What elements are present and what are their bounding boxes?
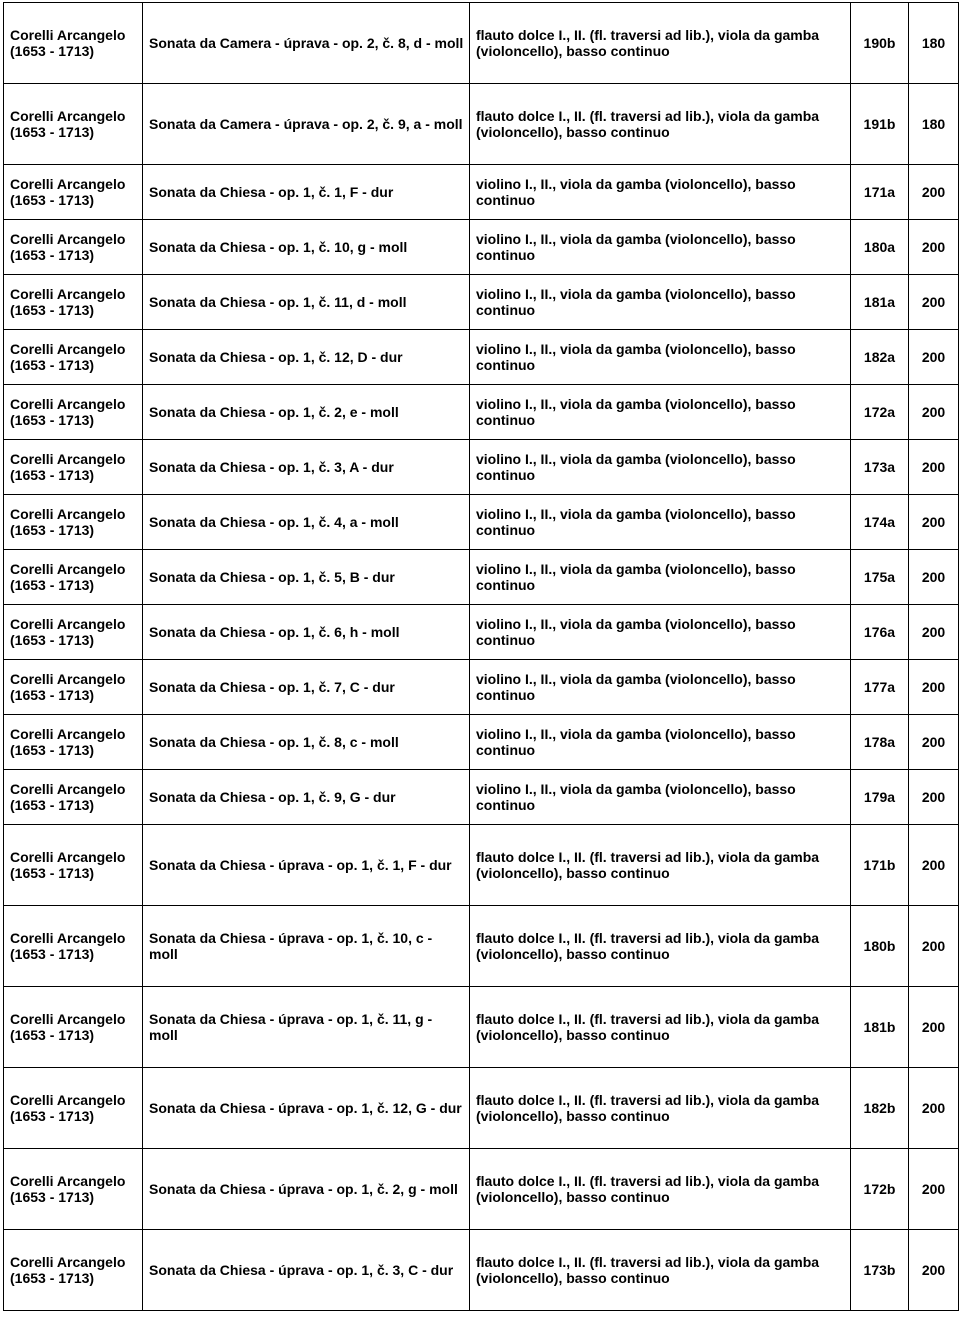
catalog-code: 175a: [863, 569, 896, 585]
table-row: [4, 605, 959, 660]
author-cell: [4, 770, 143, 825]
catalog-code: 181b: [863, 1019, 896, 1035]
catalog-code-cell: [851, 1068, 909, 1149]
instrumentation-cell: [470, 550, 851, 605]
author-name: Corelli Arcangelo: [10, 930, 126, 946]
table-row: [4, 440, 959, 495]
instrumentation-line: continuo: [476, 302, 536, 318]
catalog-number: 200: [921, 1019, 946, 1035]
title-cell: [143, 550, 470, 605]
instrumentation-line: violino I., II., viola da gamba (violoncello), basso: [476, 506, 796, 522]
catalog-number: 200: [921, 184, 946, 200]
title-cell: [143, 3, 470, 84]
table-row: [4, 330, 959, 385]
author-name: Corelli Arcangelo: [10, 616, 126, 632]
instrumentation-line: flauto dolce I., II. (fl. traversi ad lib.), viola da gamba: [476, 27, 820, 43]
catalog-code-cell: [851, 825, 909, 906]
table-row: [4, 987, 959, 1068]
title-cell: [143, 605, 470, 660]
author-years: (1653 - 1713): [10, 192, 95, 208]
author-cell: [4, 440, 143, 495]
title-cell: [143, 385, 470, 440]
catalog-code: 182a: [863, 349, 896, 365]
author-cell: [4, 660, 143, 715]
author-years: (1653 - 1713): [10, 742, 95, 758]
title-cell: [143, 1149, 470, 1230]
catalog-code: 172a: [863, 404, 896, 420]
instrumentation-line: (violoncello), basso continuo: [476, 1189, 670, 1205]
title-cell: [143, 906, 470, 987]
catalog-body: [4, 3, 959, 1311]
table-row: [4, 3, 959, 84]
catalog-code-cell: [851, 165, 909, 220]
catalog-number: 200: [921, 857, 946, 873]
work-title: Sonata da Chiesa - op. 1, č. 3, A - dur: [149, 459, 394, 475]
title-cell: [143, 165, 470, 220]
catalog-number: 200: [921, 459, 946, 475]
number-cell: [909, 84, 959, 165]
catalog-code: 178a: [863, 734, 896, 750]
author-cell: [4, 1149, 143, 1230]
work-title: Sonata da Chiesa - op. 1, č. 9, G - dur: [149, 789, 396, 805]
author-name: Corelli Arcangelo: [10, 849, 126, 865]
instrumentation-cell: [470, 825, 851, 906]
catalog-code-cell: [851, 770, 909, 825]
table-row: [4, 906, 959, 987]
work-title: Sonata da Chiesa - op. 1, č. 8, c - moll: [149, 734, 399, 750]
author-cell: [4, 1230, 143, 1311]
instrumentation-cell: [470, 987, 851, 1068]
instrumentation-line: continuo: [476, 412, 536, 428]
author-years: (1653 - 1713): [10, 1027, 95, 1043]
catalog-code-cell: [851, 385, 909, 440]
catalog-code: 181a: [863, 294, 896, 310]
catalog-code: 179a: [863, 789, 896, 805]
title-cell: [143, 275, 470, 330]
catalog-code-cell: [851, 3, 909, 84]
instrumentation-line: violino I., II., viola da gamba (violoncello), basso: [476, 726, 796, 742]
title-cell: [143, 987, 470, 1068]
author-name: Corelli Arcangelo: [10, 396, 126, 412]
number-cell: [909, 550, 959, 605]
instrumentation-line: violino I., II., viola da gamba (violoncello), basso: [476, 286, 796, 302]
instrumentation-line: flauto dolce I., II. (fl. traversi ad lib.), viola da gamba: [476, 1254, 820, 1270]
catalog-code-cell: [851, 715, 909, 770]
instrumentation-cell: [470, 660, 851, 715]
instrumentation-line: flauto dolce I., II. (fl. traversi ad lib.), viola da gamba: [476, 1092, 820, 1108]
author-cell: [4, 987, 143, 1068]
instrumentation-line: (violoncello), basso continuo: [476, 946, 670, 962]
work-title: Sonata da Chiesa - úprava - op. 1, č. 12, G - dur: [149, 1100, 462, 1116]
table-row: [4, 1068, 959, 1149]
author-years: (1653 - 1713): [10, 577, 95, 593]
instrumentation-line: violino I., II., viola da gamba (violoncello), basso: [476, 176, 796, 192]
instrumentation-cell: [470, 275, 851, 330]
work-title: Sonata da Chiesa - op. 1, č. 1, F - dur: [149, 184, 394, 200]
catalog-code: 191b: [863, 116, 896, 132]
table-row: [4, 1149, 959, 1230]
instrumentation-cell: [470, 906, 851, 987]
author-years: (1653 - 1713): [10, 412, 95, 428]
catalog-code: 176a: [863, 624, 896, 640]
catalog-code: 171a: [863, 184, 896, 200]
number-cell: [909, 605, 959, 660]
author-years: (1653 - 1713): [10, 357, 95, 373]
instrumentation-line: (violoncello), basso continuo: [476, 865, 670, 881]
author-cell: [4, 1068, 143, 1149]
instrumentation-line: continuo: [476, 247, 536, 263]
table-row: [4, 550, 959, 605]
author-name: Corelli Arcangelo: [10, 506, 126, 522]
instrumentation-line: (violoncello), basso continuo: [476, 1027, 670, 1043]
number-cell: [909, 770, 959, 825]
author-name: Corelli Arcangelo: [10, 286, 126, 302]
catalog-code: 177a: [863, 679, 896, 695]
catalog-code: 182b: [863, 1100, 896, 1116]
author-cell: [4, 3, 143, 84]
table-row: [4, 770, 959, 825]
author-cell: [4, 330, 143, 385]
catalog-code: 172b: [863, 1181, 896, 1197]
catalog-number: 200: [921, 404, 946, 420]
instrumentation-cell: [470, 1149, 851, 1230]
catalog-code-cell: [851, 330, 909, 385]
title-cell: [143, 825, 470, 906]
number-cell: [909, 987, 959, 1068]
instrumentation-cell: [470, 220, 851, 275]
instrumentation-cell: [470, 84, 851, 165]
number-cell: [909, 385, 959, 440]
instrumentation-cell: [470, 1068, 851, 1149]
table-row: [4, 1230, 959, 1311]
instrumentation-cell: [470, 495, 851, 550]
number-cell: [909, 906, 959, 987]
number-cell: [909, 165, 959, 220]
work-title-cont: moll: [149, 1027, 178, 1043]
catalog-code-cell: [851, 220, 909, 275]
catalog-number: 200: [921, 1100, 946, 1116]
instrumentation-cell: [470, 605, 851, 660]
work-title: Sonata da Chiesa - úprava - op. 1, č. 10, c -: [149, 930, 433, 946]
table-row: [4, 715, 959, 770]
number-cell: [909, 1149, 959, 1230]
author-cell: [4, 906, 143, 987]
work-title: Sonata da Chiesa - op. 1, č. 12, D - dur: [149, 349, 403, 365]
catalog-code: 180a: [863, 239, 896, 255]
catalog-number: 180: [921, 116, 946, 132]
work-title: Sonata da Camera - úprava - op. 2, č. 9, a - moll: [149, 116, 463, 132]
author-cell: [4, 84, 143, 165]
work-title: Sonata da Chiesa - úprava - op. 1, č. 11, g -: [149, 1011, 433, 1027]
work-title: Sonata da Chiesa - op. 1, č. 6, h - moll: [149, 624, 400, 640]
instrumentation-line: flauto dolce I., II. (fl. traversi ad lib.), viola da gamba: [476, 1011, 820, 1027]
catalog-number: 180: [921, 35, 946, 51]
author-name: Corelli Arcangelo: [10, 27, 126, 43]
table-row: [4, 660, 959, 715]
instrumentation-cell: [470, 1230, 851, 1311]
catalog-code: 180b: [863, 938, 896, 954]
title-cell: [143, 220, 470, 275]
work-title: Sonata da Chiesa - op. 1, č. 7, C - dur: [149, 679, 395, 695]
catalog-code-cell: [851, 550, 909, 605]
catalog-code-cell: [851, 84, 909, 165]
catalog-number: 200: [921, 294, 946, 310]
catalog-number: 200: [921, 938, 946, 954]
catalog-code: 190b: [863, 35, 896, 51]
author-cell: [4, 550, 143, 605]
catalog-code: 171b: [863, 857, 896, 873]
catalog-code-cell: [851, 906, 909, 987]
instrumentation-line: continuo: [476, 192, 536, 208]
number-cell: [909, 330, 959, 385]
instrumentation-line: violino I., II., viola da gamba (violoncello), basso: [476, 341, 796, 357]
author-cell: [4, 275, 143, 330]
author-name: Corelli Arcangelo: [10, 231, 126, 247]
instrumentation-line: continuo: [476, 577, 536, 593]
work-title-cont: moll: [149, 946, 178, 962]
catalog-code: 174a: [863, 514, 896, 530]
title-cell: [143, 1230, 470, 1311]
author-years: (1653 - 1713): [10, 1270, 95, 1286]
number-cell: [909, 825, 959, 906]
work-title: Sonata da Chiesa - op. 1, č. 2, e - moll: [149, 404, 399, 420]
author-years: (1653 - 1713): [10, 865, 95, 881]
number-cell: [909, 660, 959, 715]
author-name: Corelli Arcangelo: [10, 1092, 126, 1108]
author-name: Corelli Arcangelo: [10, 726, 126, 742]
author-years: (1653 - 1713): [10, 797, 95, 813]
author-name: Corelli Arcangelo: [10, 561, 126, 577]
catalog-number: 200: [921, 789, 946, 805]
number-cell: [909, 1068, 959, 1149]
catalog-code-cell: [851, 440, 909, 495]
instrumentation-cell: [470, 715, 851, 770]
work-title: Sonata da Chiesa - op. 1, č. 10, g - moll: [149, 239, 408, 255]
author-name: Corelli Arcangelo: [10, 671, 126, 687]
work-title: Sonata da Camera - úprava - op. 2, č. 8, d - moll: [149, 35, 464, 51]
instrumentation-line: flauto dolce I., II. (fl. traversi ad lib.), viola da gamba: [476, 1173, 820, 1189]
author-name: Corelli Arcangelo: [10, 341, 126, 357]
number-cell: [909, 275, 959, 330]
author-cell: [4, 220, 143, 275]
catalog-number: 200: [921, 624, 946, 640]
title-cell: [143, 1068, 470, 1149]
catalog-number: 200: [921, 239, 946, 255]
author-name: Corelli Arcangelo: [10, 781, 126, 797]
instrumentation-line: (violoncello), basso continuo: [476, 1270, 670, 1286]
title-cell: [143, 440, 470, 495]
catalog-code-cell: [851, 660, 909, 715]
instrumentation-line: violino I., II., viola da gamba (violoncello), basso: [476, 561, 796, 577]
instrumentation-cell: [470, 440, 851, 495]
author-years: (1653 - 1713): [10, 687, 95, 703]
work-title: Sonata da Chiesa - úprava - op. 1, č. 2, g - moll: [149, 1181, 458, 1197]
author-years: (1653 - 1713): [10, 632, 95, 648]
table-row: [4, 220, 959, 275]
author-cell: [4, 165, 143, 220]
author-years: (1653 - 1713): [10, 124, 95, 140]
instrumentation-line: continuo: [476, 467, 536, 483]
table-row: [4, 165, 959, 220]
author-years: (1653 - 1713): [10, 522, 95, 538]
catalog-code-cell: [851, 1149, 909, 1230]
number-cell: [909, 440, 959, 495]
catalog-number: 200: [921, 679, 946, 695]
instrumentation-line: (violoncello), basso continuo: [476, 124, 670, 140]
instrumentation-line: violino I., II., viola da gamba (violoncello), basso: [476, 671, 796, 687]
catalog-number: 200: [921, 1181, 946, 1197]
author-years: (1653 - 1713): [10, 467, 95, 483]
author-years: (1653 - 1713): [10, 1189, 95, 1205]
catalog-code: 173a: [863, 459, 896, 475]
instrumentation-cell: [470, 385, 851, 440]
author-years: (1653 - 1713): [10, 946, 95, 962]
author-cell: [4, 495, 143, 550]
instrumentation-line: continuo: [476, 742, 536, 758]
catalog-number: 200: [921, 514, 946, 530]
catalog-code-cell: [851, 275, 909, 330]
author-name: Corelli Arcangelo: [10, 1173, 126, 1189]
instrumentation-line: violino I., II., viola da gamba (violoncello), basso: [476, 396, 796, 412]
author-years: (1653 - 1713): [10, 247, 95, 263]
instrumentation-line: continuo: [476, 632, 536, 648]
instrumentation-line: violino I., II., viola da gamba (violoncello), basso: [476, 781, 796, 797]
work-title: Sonata da Chiesa - op. 1, č. 11, d - moll: [149, 294, 407, 310]
author-cell: [4, 605, 143, 660]
author-name: Corelli Arcangelo: [10, 1254, 126, 1270]
instrumentation-cell: [470, 770, 851, 825]
number-cell: [909, 3, 959, 84]
author-name: Corelli Arcangelo: [10, 1011, 126, 1027]
instrumentation-line: violino I., II., viola da gamba (violoncello), basso: [476, 451, 796, 467]
number-cell: [909, 715, 959, 770]
title-cell: [143, 495, 470, 550]
title-cell: [143, 330, 470, 385]
work-title: Sonata da Chiesa - úprava - op. 1, č. 1, F - dur: [149, 857, 452, 873]
catalog-number: 200: [921, 349, 946, 365]
table-row: [4, 825, 959, 906]
author-cell: [4, 715, 143, 770]
author-name: Corelli Arcangelo: [10, 451, 126, 467]
catalog-code: 173b: [863, 1262, 896, 1278]
work-title: Sonata da Chiesa - úprava - op. 1, č. 3, C - dur: [149, 1262, 454, 1278]
table-row: [4, 84, 959, 165]
title-cell: [143, 770, 470, 825]
instrumentation-line: violino I., II., viola da gamba (violoncello), basso: [476, 231, 796, 247]
catalog-number: 200: [921, 1262, 946, 1278]
catalog-code-cell: [851, 605, 909, 660]
catalog-table: [3, 2, 959, 1311]
title-cell: [143, 715, 470, 770]
instrumentation-cell: [470, 165, 851, 220]
author-years: (1653 - 1713): [10, 302, 95, 318]
title-cell: [143, 660, 470, 715]
author-name: Corelli Arcangelo: [10, 108, 126, 124]
number-cell: [909, 495, 959, 550]
number-cell: [909, 1230, 959, 1311]
table-row: [4, 495, 959, 550]
catalog-code-cell: [851, 987, 909, 1068]
instrumentation-line: flauto dolce I., II. (fl. traversi ad lib.), viola da gamba: [476, 108, 820, 124]
author-cell: [4, 825, 143, 906]
title-cell: [143, 84, 470, 165]
instrumentation-line: flauto dolce I., II. (fl. traversi ad lib.), viola da gamba: [476, 849, 820, 865]
work-title: Sonata da Chiesa - op. 1, č. 5, B - dur: [149, 569, 395, 585]
catalog-code-cell: [851, 1230, 909, 1311]
author-years: (1653 - 1713): [10, 1108, 95, 1124]
author-cell: [4, 385, 143, 440]
catalog-number: 200: [921, 569, 946, 585]
work-title: Sonata da Chiesa - op. 1, č. 4, a - moll: [149, 514, 399, 530]
instrumentation-cell: [470, 3, 851, 84]
number-cell: [909, 220, 959, 275]
instrumentation-cell: [470, 330, 851, 385]
table-row: [4, 275, 959, 330]
instrumentation-line: (violoncello), basso continuo: [476, 43, 670, 59]
instrumentation-line: flauto dolce I., II. (fl. traversi ad lib.), viola da gamba: [476, 930, 820, 946]
catalog-number: 200: [921, 734, 946, 750]
catalog-code-cell: [851, 495, 909, 550]
instrumentation-line: violino I., II., viola da gamba (violoncello), basso: [476, 616, 796, 632]
instrumentation-line: continuo: [476, 522, 536, 538]
instrumentation-line: continuo: [476, 357, 536, 373]
author-name: Corelli Arcangelo: [10, 176, 126, 192]
author-years: (1653 - 1713): [10, 43, 95, 59]
instrumentation-line: (violoncello), basso continuo: [476, 1108, 670, 1124]
table-row: [4, 385, 959, 440]
instrumentation-line: continuo: [476, 687, 536, 703]
instrumentation-line: continuo: [476, 797, 536, 813]
